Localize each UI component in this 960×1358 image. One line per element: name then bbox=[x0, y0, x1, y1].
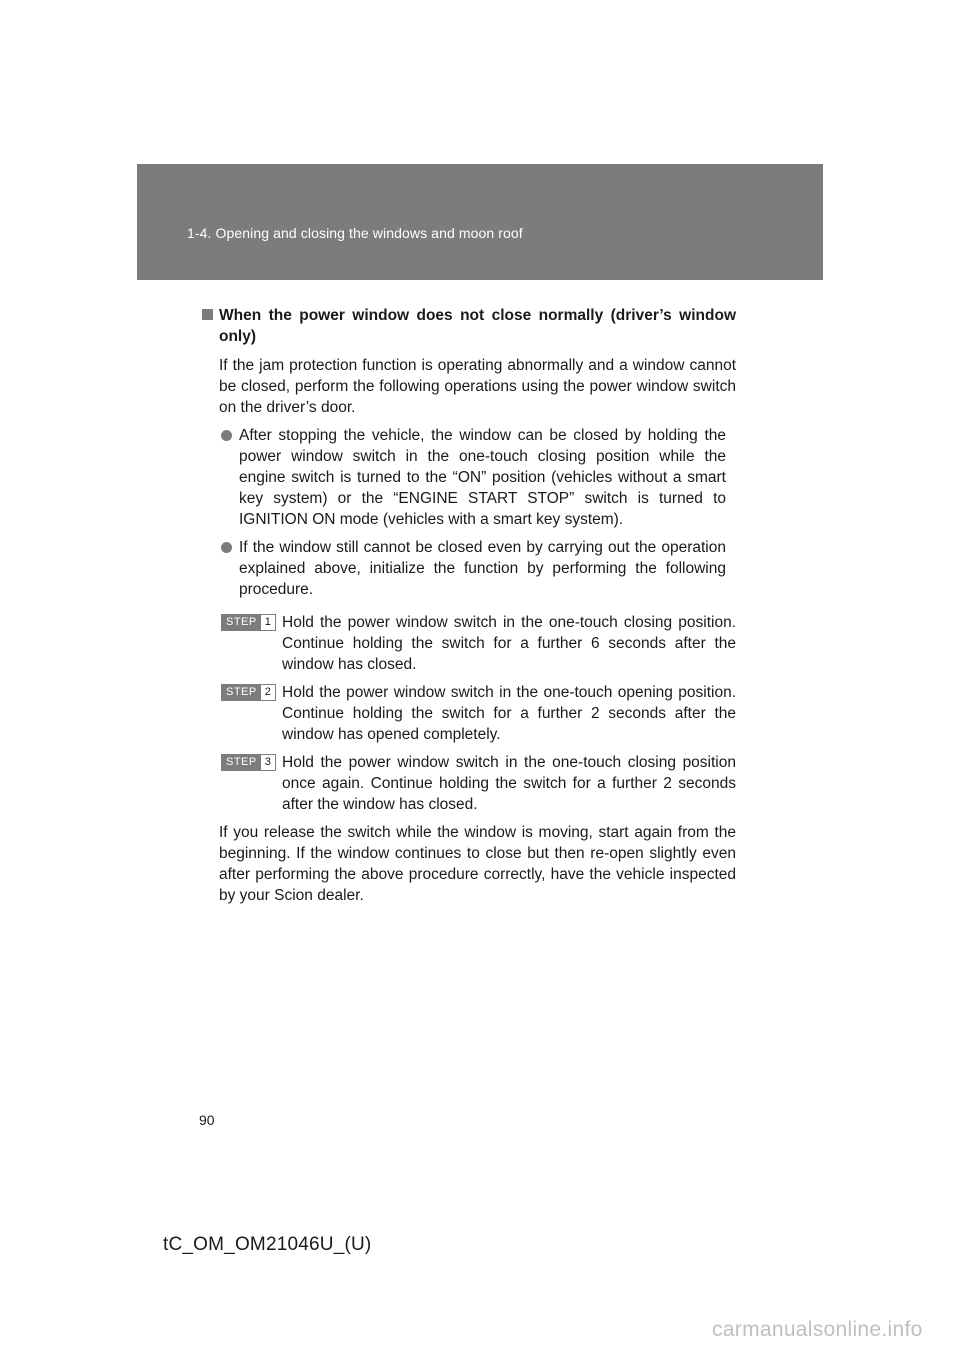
topic-heading bbox=[202, 305, 736, 347]
step-badge-label: STEP bbox=[222, 755, 261, 770]
step-badge-number: 1 bbox=[261, 615, 275, 630]
closing-paragraph: If you release the switch while the window is moving, start again from the beginning. If the window continues to close but then re-open slightly even after performing the above procedure correctly, have the vehicle inspected by your Scion dealer. bbox=[219, 824, 736, 904]
square-marker-icon bbox=[202, 309, 213, 320]
bullet-text: If the window still cannot be closed even by carrying out the operation explained above, initialize the function by performing the following procedure. bbox=[239, 539, 726, 598]
topic-heading-text: When the power window does not close normally (driver’s window only) bbox=[219, 307, 736, 345]
step-item bbox=[202, 612, 736, 675]
bullet-item bbox=[202, 537, 736, 600]
circle-bullet-icon bbox=[221, 542, 232, 553]
step-badge bbox=[221, 684, 276, 701]
step-badge bbox=[221, 614, 276, 631]
step-badge-number: 2 bbox=[261, 685, 275, 700]
watermark: carmanualsonline.info bbox=[712, 1318, 923, 1341]
step-badge-number: 3 bbox=[261, 755, 275, 770]
step-text: Hold the power window switch in the one-touch opening position. Continue holding the switch for a further 2 seconds after the window has opened completely. bbox=[282, 684, 736, 743]
page-content bbox=[202, 305, 736, 906]
step-badge-label: STEP bbox=[222, 685, 261, 700]
step-badge-label: STEP bbox=[222, 615, 261, 630]
bullet-item bbox=[202, 425, 736, 530]
bullet-text: After stopping the vehicle, the window can be closed by holding the power window switch in the one-touch closing position while the engine switch is turned to the “ON” position (vehicles without a smart key system) or the “ENGINE START STOP” switch is turned to IGNITION ON mode (vehicles with a smart key system). bbox=[239, 427, 726, 528]
intro-paragraph: If the jam protection function is operating abnormally and a window cannot be closed, perform the following operations using the power window switch on the driver’s door. bbox=[219, 357, 736, 416]
document-code: tC_OM_OM21046U_(U) bbox=[163, 1234, 372, 1255]
header-band bbox=[137, 164, 823, 280]
step-text: Hold the power window switch in the one-touch closing position once again. Continue holding the switch for a further 2 seconds after the window has closed. bbox=[282, 754, 736, 813]
circle-bullet-icon bbox=[221, 430, 232, 441]
step-badge bbox=[221, 754, 276, 771]
page-number: 90 bbox=[199, 1112, 215, 1128]
step-item bbox=[202, 682, 736, 745]
step-item bbox=[202, 752, 736, 815]
section-title: 1-4. Opening and closing the windows and moon roof bbox=[187, 225, 523, 241]
step-text: Hold the power window switch in the one-touch closing position. Continue holding the switch for a further 6 seconds after the window has closed. bbox=[282, 614, 736, 673]
